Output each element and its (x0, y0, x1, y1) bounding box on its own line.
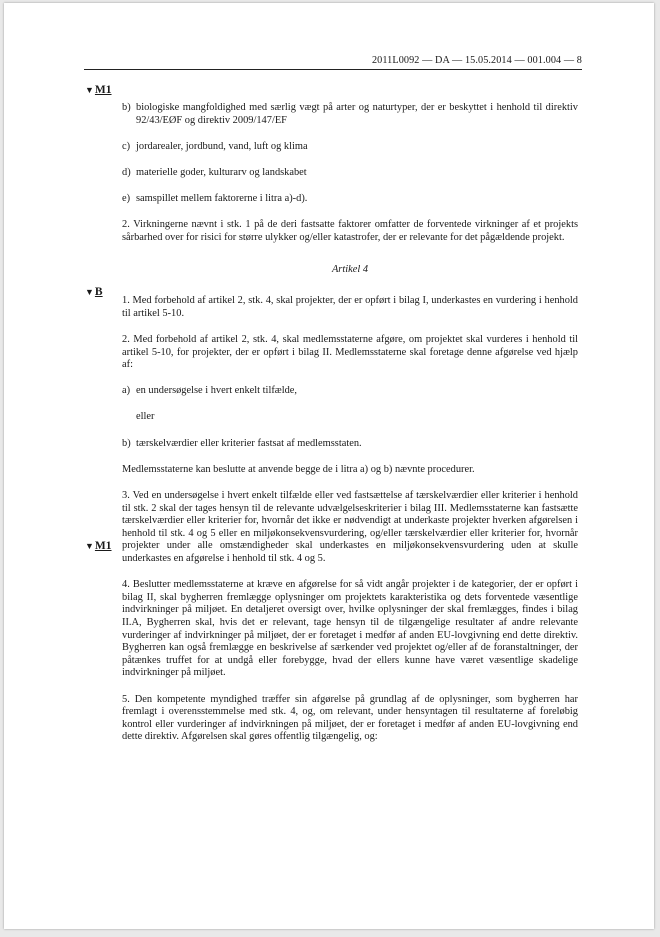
amendment-marker-m1[interactable] (85, 84, 112, 96)
document-body (122, 102, 578, 758)
marker-label: M1 (94, 84, 112, 96)
marker-label: M1 (94, 540, 112, 552)
list-item (122, 141, 578, 154)
list-item-label: a) (122, 385, 131, 397)
list-item-text: en undersøgelse i hvert enkelt tilfælde, (136, 385, 298, 397)
list-item-text: jordarealer, jordbund, vand, luft og klima (136, 140, 308, 152)
paragraph: 4. Beslutter medlemsstaterne at kræve en afgørelse for så vidt angår projekter i de kategorier, der er opført i bilag II, skal bygherren fremlægge oplysninger om projektets karakteristika og dets forventede væsentlige indvirkninger på miljøet. En detaljeret oversigt over, hvilke oplysninger der skal fremlægges, findes i bilag II.A, Bygherren skal, hvis det er relevant, tage hensyn til de tilgængelige resultater af andre relevante vurderinger af indvirkninger på miljøet, der er foretaget i medfør af anden EU-lovgivning end dette direktiv. Bygherren kan også fremlægge en beskrivelse af særkender ved projektet og/eller af de foranstaltninger, der påtænkes truffet for at undgå eller forebygge, hvad der ellers kunne have været væsentlige skadelige indvirkninger på miljøet. (122, 579, 578, 679)
amendment-marker-b[interactable] (85, 286, 103, 298)
list-item (122, 102, 578, 127)
list-item-label: c) (122, 140, 131, 152)
list-item (122, 193, 578, 206)
triangle-marker-icon: ▼ (85, 287, 94, 297)
list-item-label: b) (122, 102, 131, 113)
marker-label: B (94, 286, 103, 298)
list-item (122, 385, 578, 398)
paragraph: 3. Ved en undersøgelse i hvert enkelt tilfælde eller ved fastsættelse af tærskelværdier eller kriterier i henhold til stk. 2 skal der tages hensyn til de relevante udvælgelseskriterier i bilag III. Medlemsstaterne kan fastsætte tærskelværdier eller kriterier for, hvornår det ikke er nødvendigt at underkaste projekter hverken afgørelsen i henhold til stk. 4 og 5 eller en miljøkonsekvensvurdering, og/eller tærskelværdier eller kriterier for, hvornår projekter under alle omstændigheder skal underkastes en miljøkonsekvensvurdering uden at skulle underkastes en afgørelse i henhold til stk. 4 og 5. (122, 490, 578, 564)
paragraph: 5. Den kompetente myndighed træffer sin afgørelse på grundlag af de oplysninger, som bygherren har fremlagt i overensstemmelse med stk. 4, og, om relevant, under hensyntagen til resultaterne af foreløbig kontrol eller vurderinger af indvirkningen på miljøet, der er foretaget i medfør af anden EU-lovgivning end dette direktiv. Afgørelsen skal gøres offentlig tilgængelig, og: (122, 693, 578, 743)
paragraph: 2. Med forbehold af artikel 2, stk. 4, skal medlemsstaterne afgøre, om projektet skal vurderes i henhold til artikel 5-10, for projekter, der er opført i bilag II. Medlemsstaterne skal foretage denne afgørelse ved hjælp af: (122, 333, 578, 371)
document-page (4, 3, 654, 929)
list-item-label: d) (122, 166, 131, 178)
amendment-marker-m1[interactable] (85, 540, 112, 552)
list-item (122, 167, 578, 180)
list-item-label: b) (122, 437, 131, 449)
paragraph: 2. Virkningerne nævnt i stk. 1 på de deri fastsatte faktorer omfatter de forventede virkninger af et projekts sårbarhed over for risici for større ulykker og/eller katastrofer, der er relevante for det pågældende projekt. (122, 219, 578, 243)
paragraph: 1. Med forbehold af artikel 2, stk. 4, skal projekter, der er opført i bilag I, underkastes en vurdering i henhold til artikel 5-10. (122, 295, 578, 319)
list-item-text: samspillet mellem faktorerne i litra a)-d). (136, 193, 308, 205)
list-item-label: e) (122, 193, 131, 205)
list-item-text: tærskelværdier eller kriterier fastsat af medlemsstaten. (136, 437, 362, 449)
list-item (122, 438, 578, 451)
document-reference-header: 2011L0092 — DA — 15.05.2014 — 001.004 — 8 (84, 55, 582, 70)
triangle-marker-icon: ▼ (85, 541, 94, 551)
triangle-marker-icon: ▼ (85, 85, 94, 95)
paragraph: Medlemsstaterne kan beslutte at anvende begge de i litra a) og b) nævnte procedurer. (122, 463, 475, 475)
connector-text: eller (136, 411, 155, 423)
article-heading: Artikel 4 (331, 263, 369, 275)
list-item-text: biologiske mangfoldighed med særlig vægt på arter og naturtyper, der er beskyttet i henhold til direktiv 92/43/EØF og direktiv 2009/147/EF (136, 102, 578, 126)
list-item-text: materielle goder, kulturarv og landskabet (136, 166, 307, 178)
